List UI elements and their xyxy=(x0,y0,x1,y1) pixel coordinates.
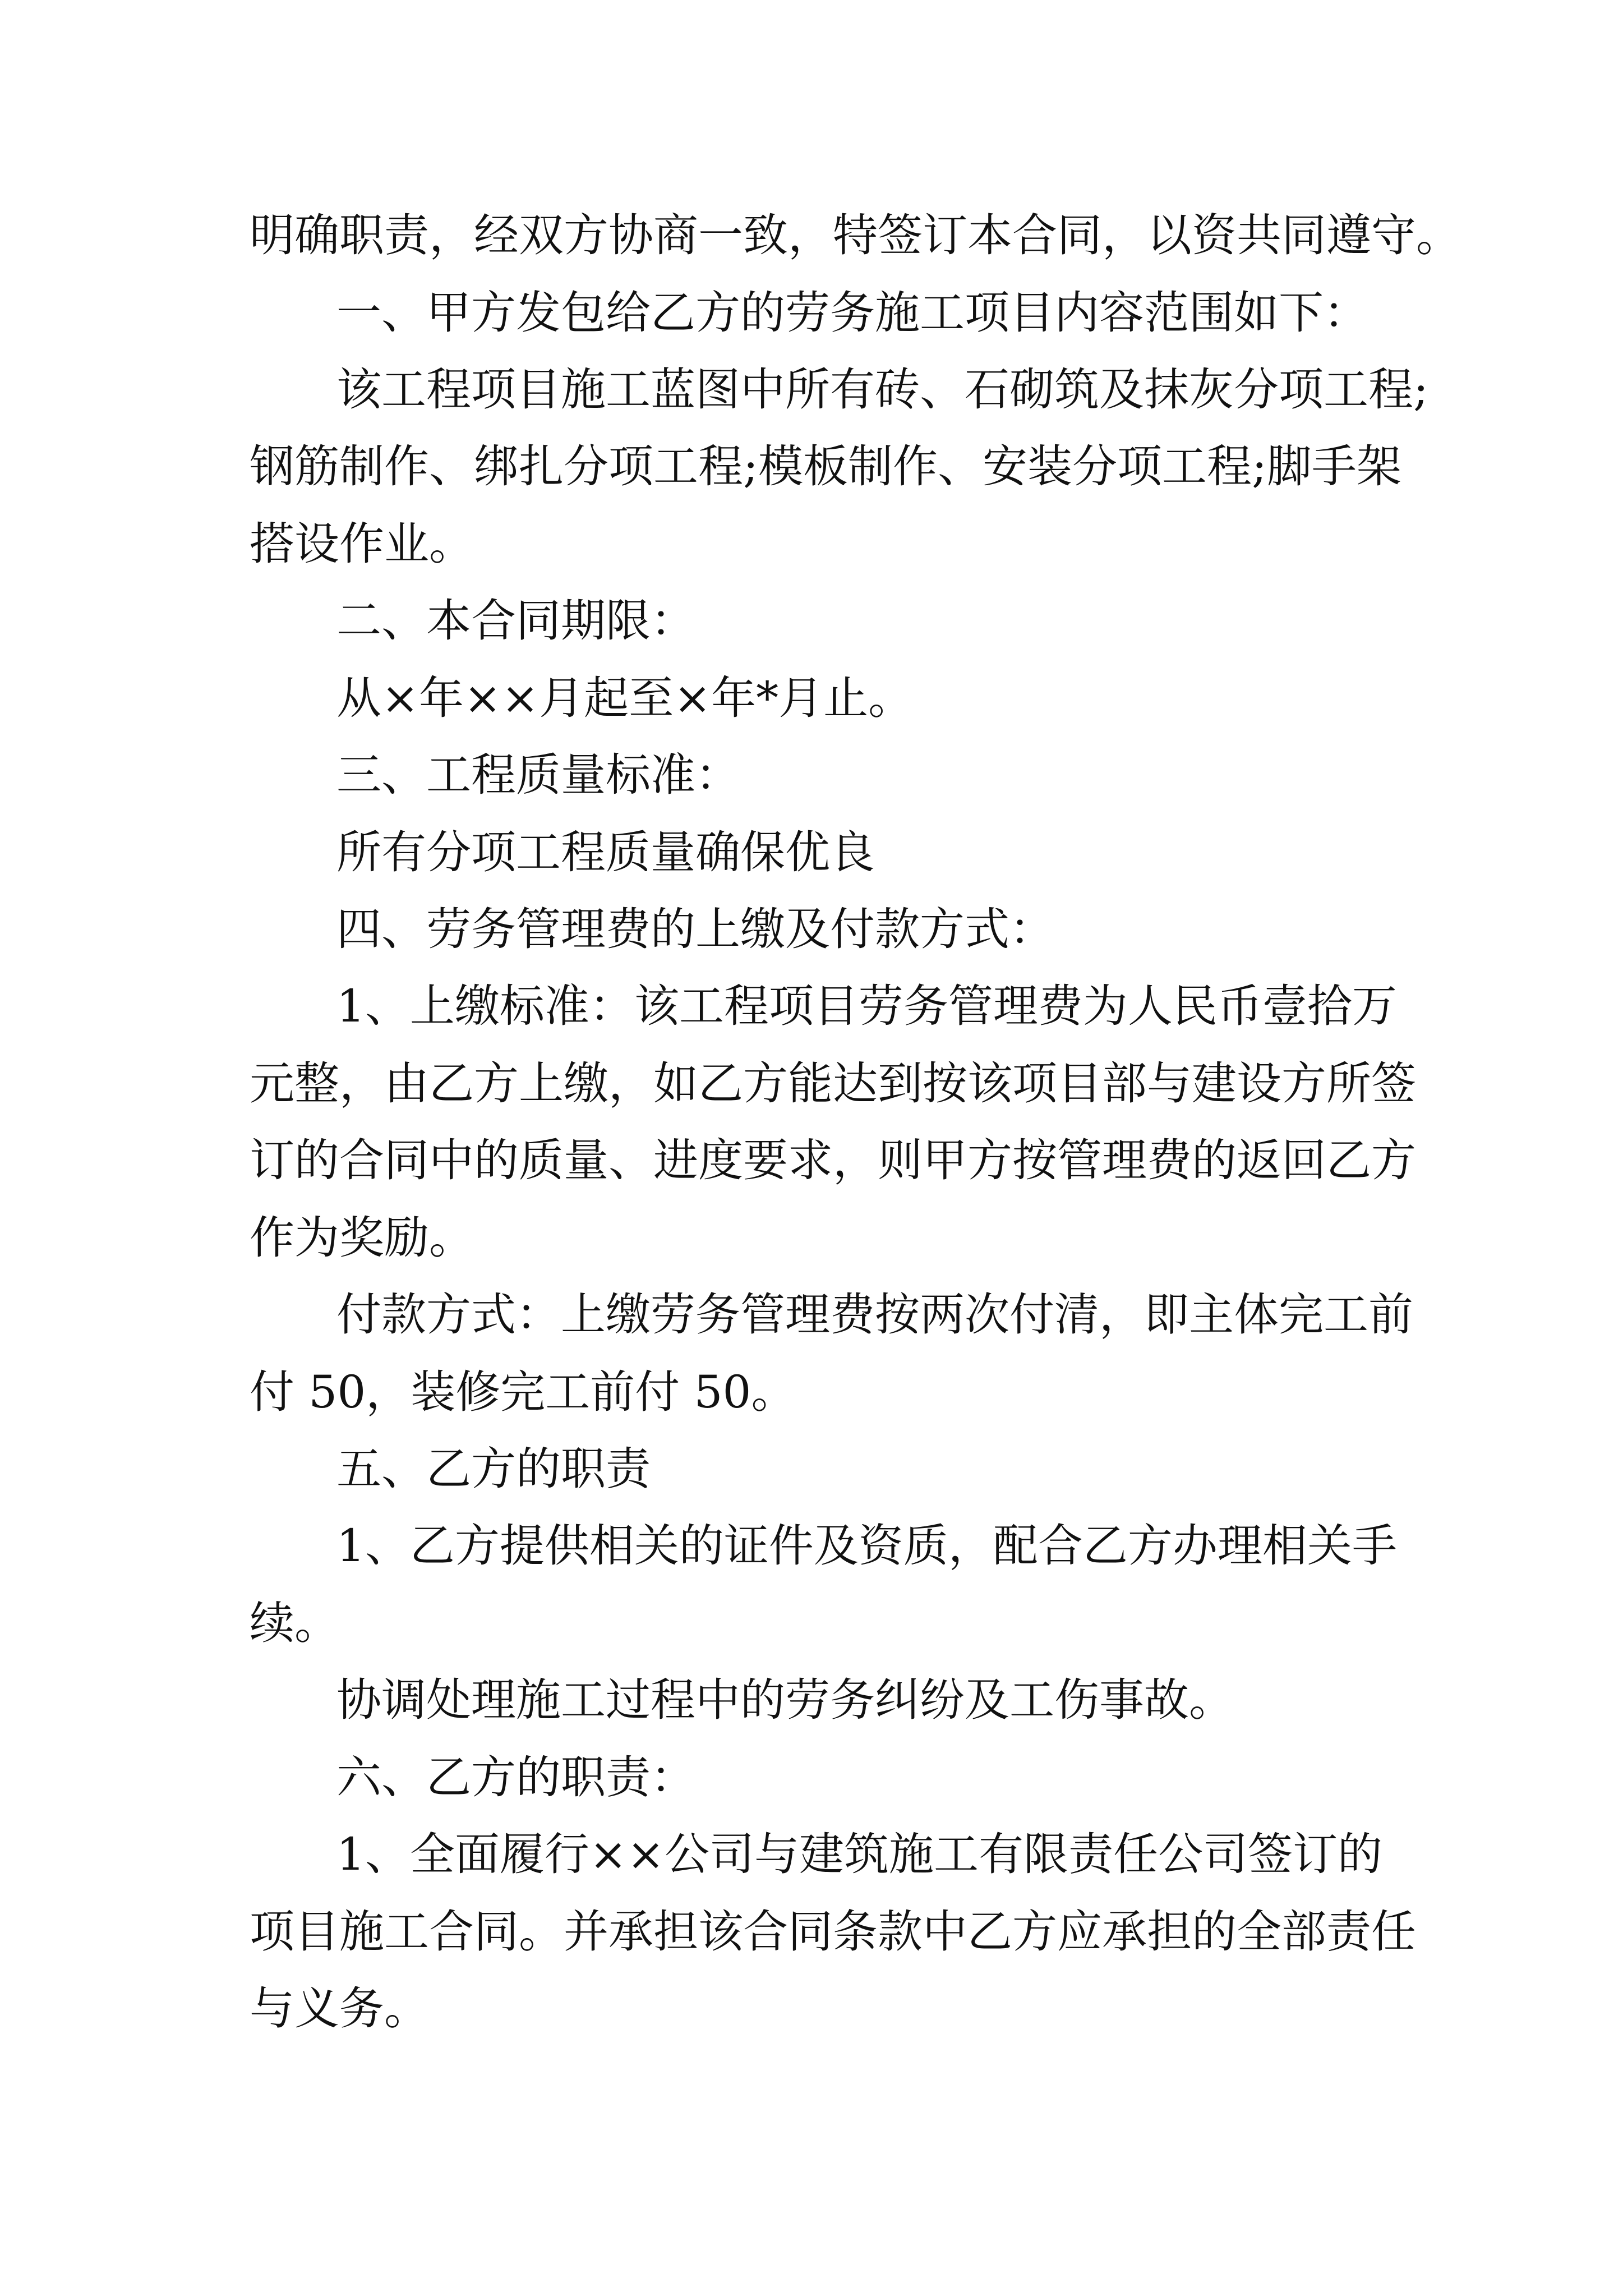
paragraph-line: 所有分项工程质量确保优良 xyxy=(336,826,875,878)
paragraph-line: 付款方式：上缴劳务管理费按两次付清，即主体完工前 xyxy=(336,1289,1413,1341)
paragraph-line: 订的合同中的质量、进度要求，则甲方按管理费的返回乙方 xyxy=(250,1134,1416,1186)
paragraph-line: 该工程项目施工蓝图中所有砖、石砌筑及抹灰分项工程; xyxy=(336,364,1428,416)
paragraph-line: 明确职责，经双方协商一致，特签订本合同，以资共同遵守。 xyxy=(250,209,1461,261)
paragraph-line: 1、全面履行××公司与建筑施工有限责任公司签订的 xyxy=(336,1828,1382,1880)
paragraph-line: 付 50，装修完工前付 50。 xyxy=(250,1366,796,1418)
paragraph-line: 1、乙方提供相关的证件及资质，配合乙方办理相关手 xyxy=(336,1520,1397,1572)
paragraph-line: 搭设作业。 xyxy=(250,518,474,570)
paragraph-line: 1、上缴标准：该工程项目劳务管理费为人民币壹拾万 xyxy=(336,980,1397,1032)
paragraph-line: 作为奖励。 xyxy=(250,1212,474,1264)
section-heading-4: 四、劳务管理费的上缴及付款方式： xyxy=(336,903,1054,955)
paragraph-line: 钢筋制作、绑扎分项工程;模板制作、安装分项工程;脚手架 xyxy=(250,440,1401,493)
section-heading-2: 二、本合同期限： xyxy=(336,595,695,647)
paragraph-line: 续。 xyxy=(250,1597,339,1649)
paragraph-line: 元整，由乙方上缴，如乙方能达到按该项目部与建设方所签 xyxy=(250,1057,1416,1110)
paragraph-line: 协调处理施工过程中的劳务纠纷及工伤事故。 xyxy=(336,1674,1234,1726)
section-heading-6: 六、乙方的职责： xyxy=(336,1751,695,1803)
section-heading-1: 一、甲方发包给乙方的劳务施工项目内容范围如下： xyxy=(336,287,1368,339)
paragraph-line: 从×年××月起至×年*月止。 xyxy=(336,672,914,724)
paragraph-line: 与义务。 xyxy=(250,1982,429,2035)
section-heading-3: 三、工程质量标准： xyxy=(336,749,740,801)
section-heading-5: 五、乙方的职责 xyxy=(336,1443,651,1495)
paragraph-line: 项目施工合同。并承担该合同条款中乙方应承担的全部责任 xyxy=(250,1906,1416,1958)
